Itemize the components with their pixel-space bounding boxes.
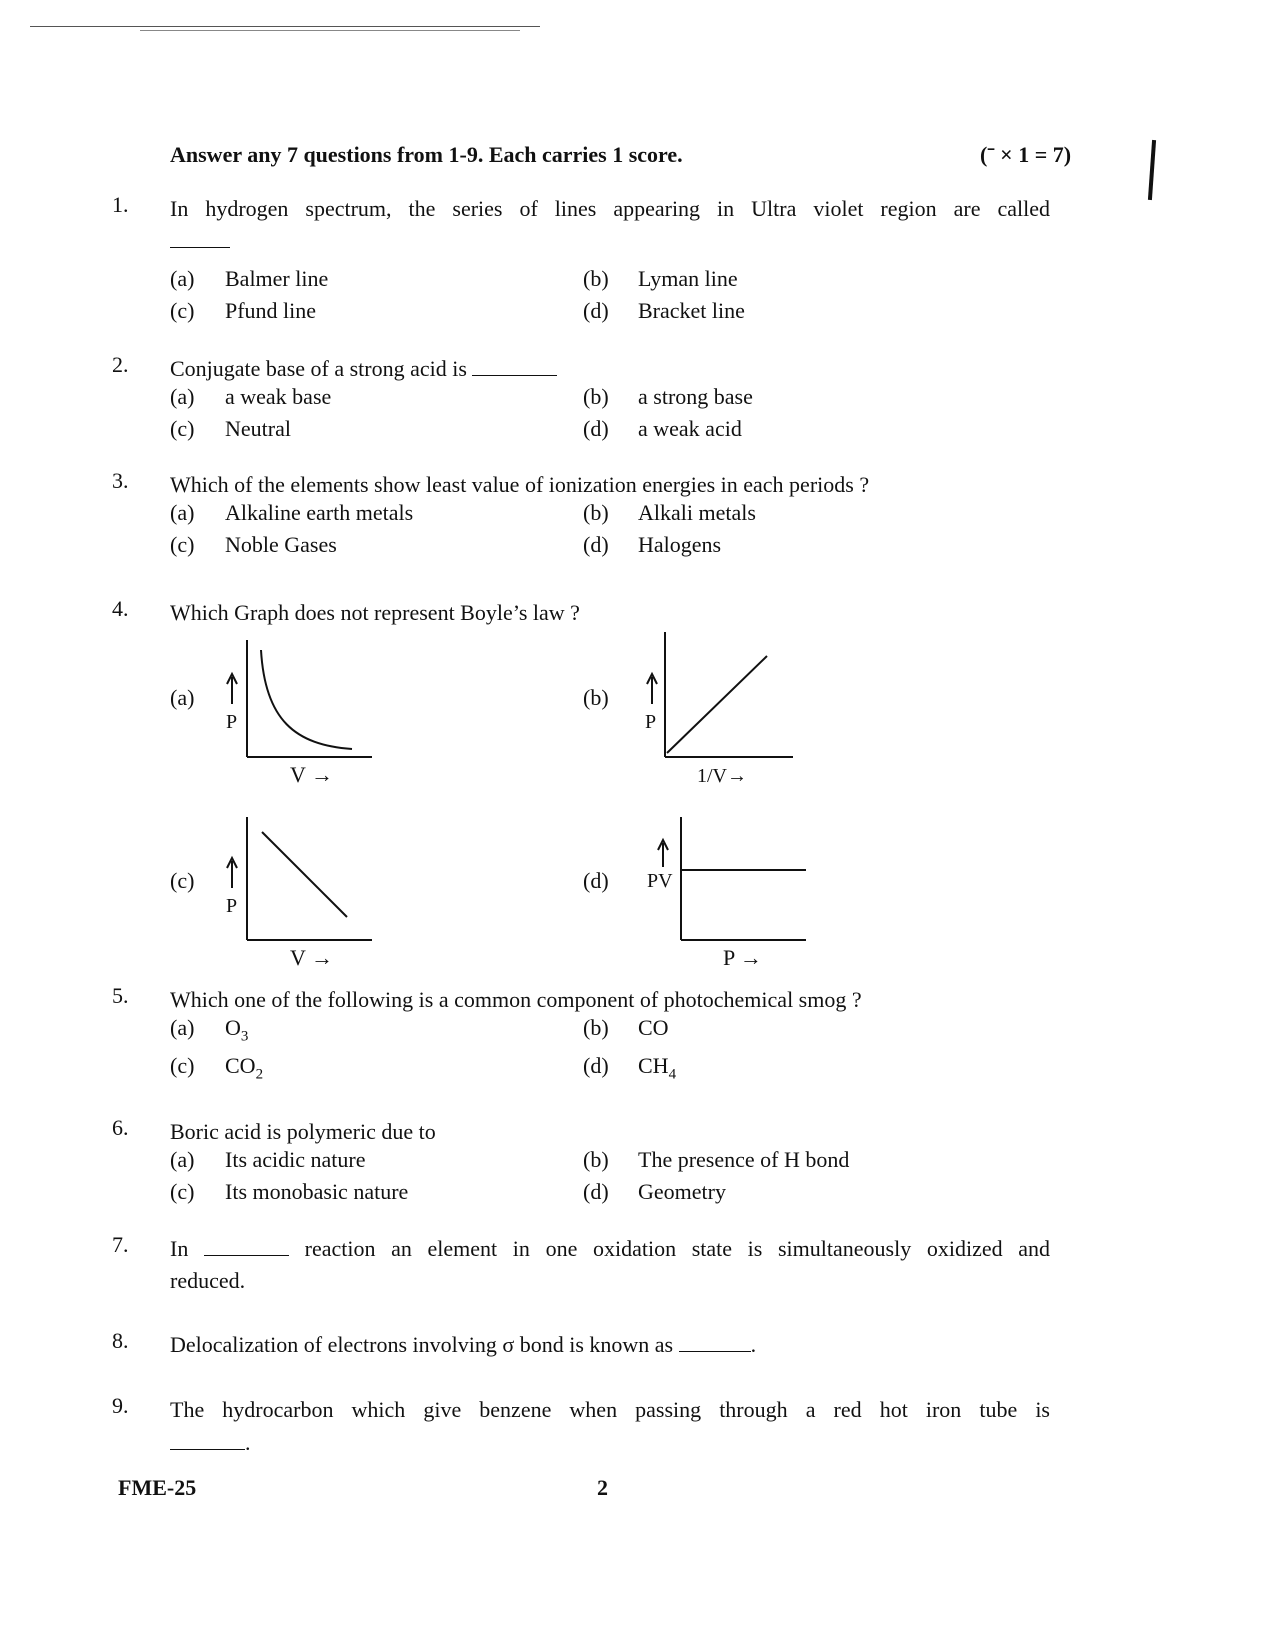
formula-subscript: 4 [668, 1066, 677, 1083]
graph-b-ylabel: P [645, 711, 657, 733]
option-label: (a) [170, 1147, 195, 1172]
answer-blank [170, 1431, 245, 1450]
question-text-line-1 [170, 1232, 1050, 1265]
option-text: Noble Gases [225, 532, 337, 557]
footer-code: FME-25 [118, 1475, 197, 1500]
option-label: (d) [583, 416, 609, 441]
option-text: Alkaline earth metals [225, 500, 414, 525]
formula-subscript: 2 [255, 1066, 264, 1083]
question-text-after: reaction an element in one oxidation state is simultaneously oxidized and [304, 1236, 1051, 1261]
option-text [225, 1015, 248, 1045]
formula-base: CO [638, 1015, 669, 1040]
question-text: Which of the elements show least value of ionization energies in each periods ? [170, 472, 870, 497]
formula-base: O [225, 1015, 241, 1040]
graph-a-curve [261, 650, 352, 749]
graph-a [226, 640, 372, 787]
graph-b [645, 632, 793, 787]
option-text [225, 1053, 263, 1083]
option-label: (d) [583, 532, 609, 557]
option-label: (c) [170, 298, 195, 323]
formula-base: CH [638, 1053, 669, 1078]
option-text: Balmer line [225, 266, 329, 291]
question-text-before: In [170, 1236, 189, 1261]
option-text: a strong base [638, 384, 753, 409]
question-text: Delocalization of electrons involving σ bond is known as [170, 1332, 674, 1357]
option-text: Bracket line [638, 298, 745, 323]
question-text: Which one of the following is a common component of photochemical smog ? [170, 987, 862, 1012]
question-number: 4. [112, 596, 129, 621]
question-number: 7. [112, 1232, 129, 1257]
option-text: Its monobasic nature [225, 1179, 409, 1204]
graph-a-label: (a) [170, 685, 195, 710]
score-note: (ˉ × 1 = 7) [980, 142, 1072, 167]
option-text: Halogens [638, 532, 722, 557]
option-text: Lyman line [638, 266, 738, 291]
answer-blank [679, 1333, 751, 1352]
graph-d [647, 817, 806, 970]
option-label: (b) [583, 1147, 609, 1172]
graph-d-y-arrowhead [658, 840, 668, 850]
option-text: Pfund line [225, 298, 317, 323]
option-label: (c) [170, 416, 195, 441]
option-text: a weak base [225, 384, 332, 409]
question-number: 2. [112, 352, 129, 377]
graph-c-xlabel: V → [290, 945, 333, 970]
graph-b-label: (b) [583, 685, 609, 710]
graph-b-line [667, 656, 767, 753]
question-number: 5. [112, 983, 129, 1008]
question-end: . [245, 1430, 251, 1455]
option-label: (a) [170, 384, 195, 409]
formula-subscript: 3 [240, 1028, 249, 1045]
option-label: (d) [583, 1053, 609, 1078]
question-text: Which Graph does not represent Boyle’s law ? [170, 600, 580, 625]
formula-base: CO [225, 1053, 256, 1078]
graph-c-y-arrowhead [227, 858, 237, 868]
question-text: Conjugate base of a strong acid is [170, 356, 467, 381]
graph-a-xlabel: V → [290, 762, 333, 787]
question-text-line-2: reduced. [170, 1268, 246, 1293]
answer-blank [204, 1237, 289, 1256]
margin-mark [1148, 140, 1156, 200]
graph-d-xlabel: P → [723, 945, 762, 970]
option-label: (d) [583, 298, 609, 323]
graph-a-y-arrowhead [227, 674, 237, 684]
option-text: Neutral [225, 416, 291, 441]
question-text-line [170, 352, 1050, 385]
question-text-line [170, 1328, 1050, 1361]
option-text: Alkali metals [638, 500, 756, 525]
option-text: The presence of H bond [638, 1147, 850, 1172]
option-text: Geometry [638, 1179, 726, 1204]
question-number: 9. [112, 1393, 129, 1418]
answer-line [170, 1430, 251, 1456]
option-text: a weak acid [638, 416, 742, 441]
top-rule [30, 26, 540, 27]
page-number: 2 [597, 1475, 608, 1500]
option-text: Its acidic nature [225, 1147, 366, 1172]
question-number: 3. [112, 468, 129, 493]
instruction-heading: Answer any 7 questions from 1-9. Each carries 1 score. [170, 142, 683, 167]
option-text [638, 1053, 676, 1083]
question-end: . [750, 1332, 757, 1357]
option-label: (c) [170, 1179, 195, 1204]
graph-b-y-arrowhead [647, 674, 657, 684]
graph-c [226, 817, 372, 970]
graph-b-xlabel: 1/V→ [697, 765, 747, 787]
answer-blank [170, 229, 230, 248]
answer-blank [472, 357, 557, 376]
top-rule-secondary [140, 30, 520, 31]
option-label: (a) [170, 266, 195, 291]
question-number: 8. [112, 1328, 129, 1353]
option-text [638, 1015, 669, 1045]
graph-c-line [262, 832, 347, 917]
option-label: (b) [583, 1015, 609, 1040]
option-label: (d) [583, 1179, 609, 1204]
graph-a-ylabel: P [226, 711, 238, 733]
option-label: (c) [170, 532, 195, 557]
question-text: The hydrocarbon which give benzene when passing through a red hot iron tube is [170, 1397, 1050, 1422]
graph-d-label: (d) [583, 868, 609, 893]
question-text: In hydrogen spectrum, the series of lines appearing in Ultra violet region are called [170, 196, 1050, 221]
question-number: 6. [112, 1115, 129, 1140]
question-text: Boric acid is polymeric due to [170, 1119, 436, 1144]
option-label: (b) [583, 266, 609, 291]
question-number: 1. [112, 192, 129, 217]
graph-c-label: (c) [170, 868, 195, 893]
option-label: (b) [583, 384, 609, 409]
option-label: (a) [170, 1015, 195, 1040]
option-label: (c) [170, 1053, 195, 1078]
option-label: (b) [583, 500, 609, 525]
graph-c-ylabel: P [226, 895, 238, 917]
graph-d-ylabel: PV [647, 870, 673, 892]
option-label: (a) [170, 500, 195, 525]
